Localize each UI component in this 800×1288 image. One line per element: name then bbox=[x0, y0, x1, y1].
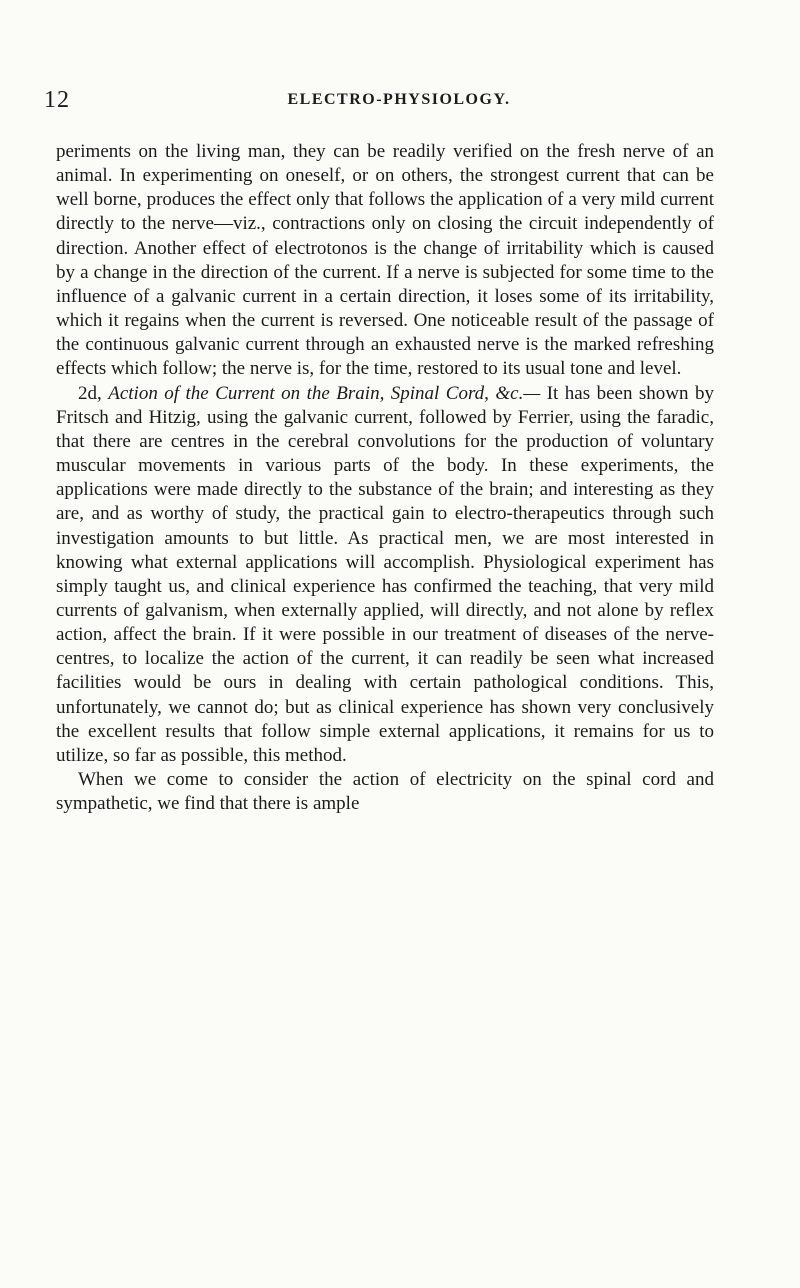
paragraph-text: It has been shown by Fritsch and Hitzig, using the galvanic current, followed by Ferrier, using the faradic, that there are centres in the cerebral convolutions for the production of voluntary muscular movements in various parts of the body. In these experiments, the applications were made directly to the substance of the brain; and interesting as they are, and as worthy of study, the practical gain to electro-therapeutics through such investigation amounts to but little. As practical men, we are most interested in knowing what external applications will accomplish. Physiological experiment has simply taught us, and clinical experience has confirmed the teaching, that very mild currents of galvanism, when externally applied, will directly, and not alone by reflex action, affect the brain. If it were possible in our treatment of diseases of the nerve-centres, to localize the action of the current, it can readily be seen what increased facilities would be ours in dealing with certain pathological conditions. This, unfortunately, we cannot do; but as clinical experience has shown very conclusively the excellent results that follow simple external applications, it remains for us to utilize, so far as possible, this method. bbox=[56, 382, 715, 766]
paragraph-continuation: periments on the living man, they can be readily verified on the fresh nerve of an animal. In experimenting on oneself, or on others, the strongest current that can be well borne, produces the effect only that follows the application of a very mild current directly to the nerve—viz., contractions only on closing the circuit independently of direction. Another effect of electrotonos is the change of irritability which is caused by a change in the direction of the current. If a nerve is subjected for some time to the influence of a galvanic current in a certain direction, it loses some of its irritability, which it regains when the current is reversed. One noticeable result of the passage of the continuous galvanic current through an exhausted nerve is the marked refreshing effects which follow; the nerve is, for the time, restored to its usual tone and level. bbox=[56, 141, 714, 380]
page-header bbox=[44, 85, 724, 115]
body-text bbox=[56, 140, 714, 816]
paragraph-spinal-cord: When we come to consider the action of electricity on the spinal cord and sympathetic, we find that there is ample bbox=[56, 769, 714, 815]
section-number: 2d, bbox=[78, 382, 102, 404]
section-title: Action of the Current on the Brain, Spinal Cord, &c.— bbox=[108, 382, 541, 404]
paragraph-section-2 bbox=[56, 382, 714, 769]
page-number: 12 bbox=[44, 87, 70, 113]
running-head: ELECTRO-PHYSIOLOGY. bbox=[287, 91, 511, 108]
